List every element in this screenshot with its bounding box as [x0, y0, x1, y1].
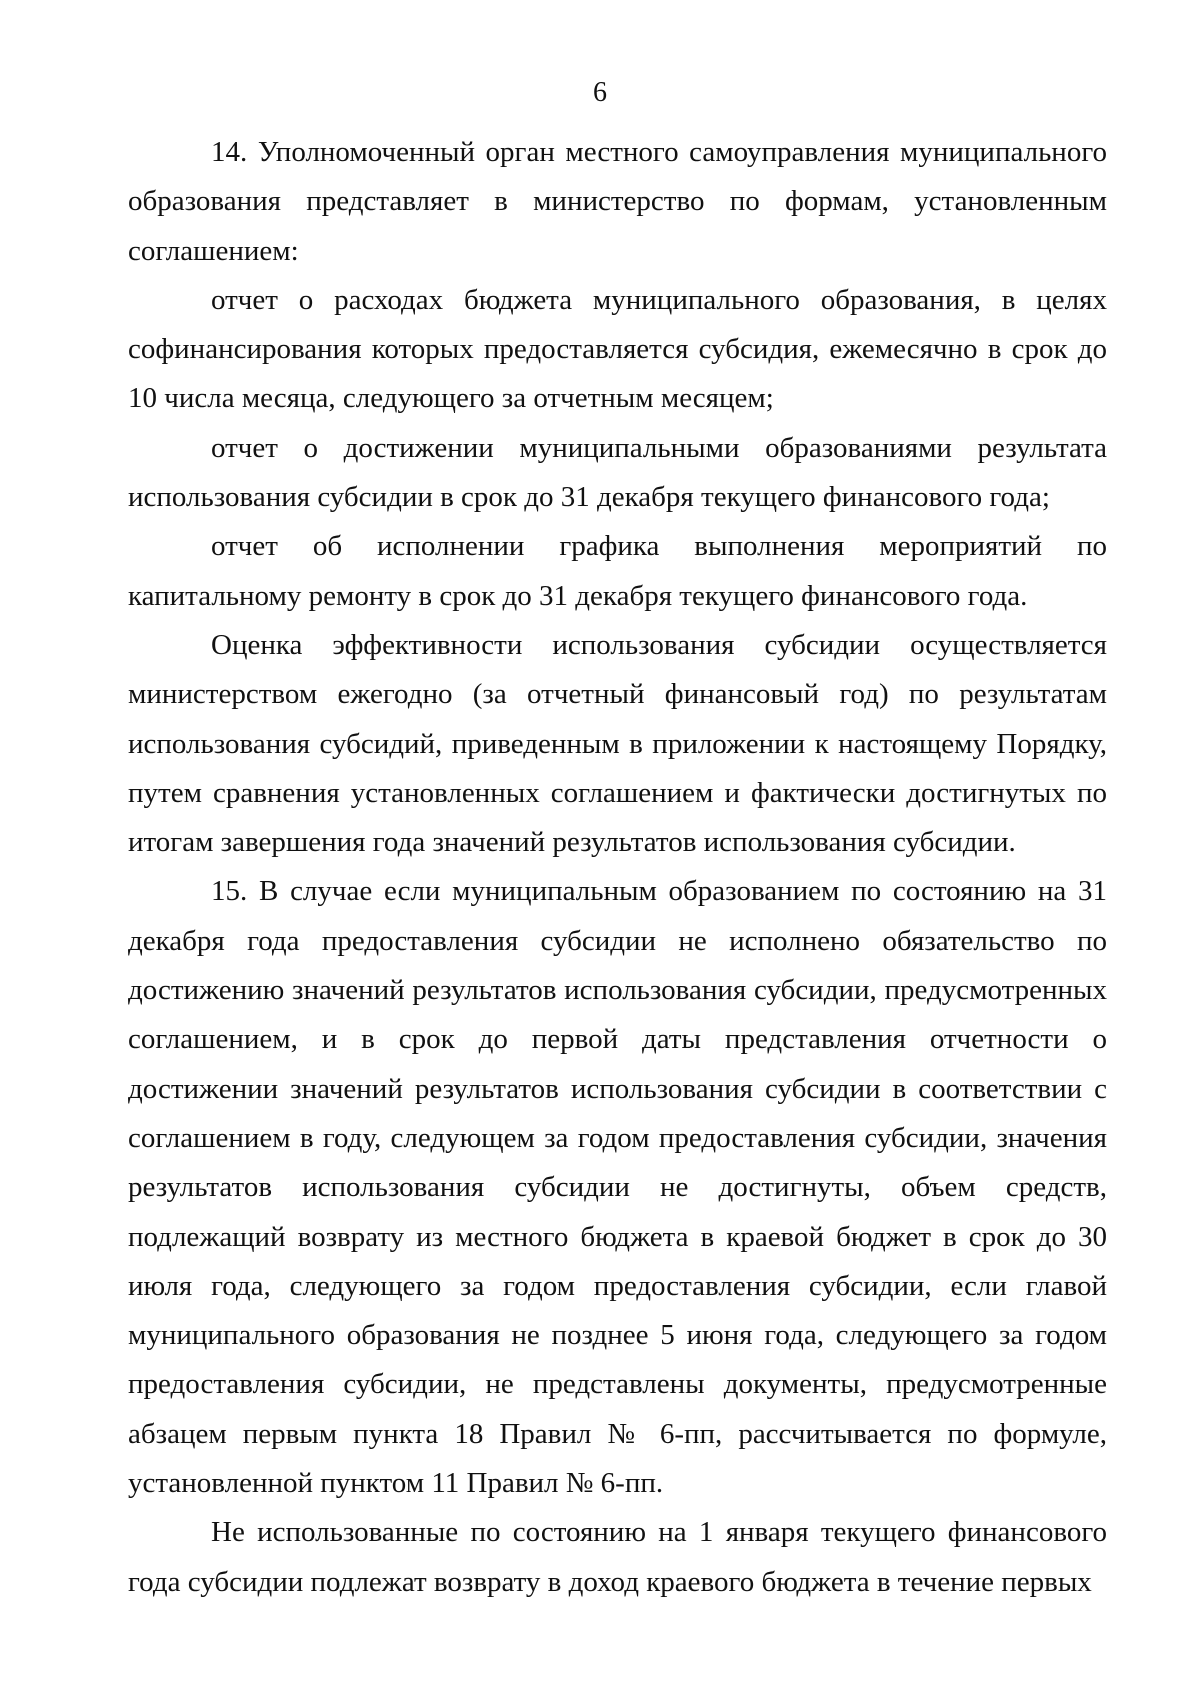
paragraph-result-report: отчет о достижении муниципальными образованиями результата использования субсидии в срок до 31 декабря текущего финансового года; — [128, 431, 1107, 514]
paragraph-unused-subsidies: Не использованные по состоянию на 1 января текущего финансового года субсидии подлежат возврату в доход краевого бюджета в течение первых — [128, 1516, 1107, 1598]
page-number: 6 — [593, 77, 607, 108]
paragraph-15-refund: 15. В случае если муниципальным образованием по состоянию на 31 декабря года предоставления субсидии не исполнено обязательство по достижению значений результатов использования субсидии, предусмотренных соглашением, и в срок до первой даты представления отчетности о достижении значений результатов использования субсидии в соответствии с соглашением в году, следующем за годом предоставления субсидии, значения результатов использования субсидии не достигнуты, объем средств, подлежащий возврату из местного бюджета в краевой бюджет в срок до 30 июля года, следующего за годом предоставления субсидии, если главой муниципального образования не позднее 5 июня года, следующего за годом предоставления субсидии, не представлены документы, предусмотренные абзацем первым пункта 18 Правил № 6-пп, рассчитывается по формуле, установленной пунктом 11 Правил № 6-пп. — [128, 875, 1107, 1500]
paragraph-schedule-report: отчет об исполнении графика выполнения мероприятий по капитальному ремонту в срок до 31 декабря текущего финансового года. — [128, 530, 1107, 612]
paragraph-efficiency-evaluation: Оценка эффективности использования субсидии осуществляется министерством ежегодно (за отчетный финансовый год) по результатам использования субсидий, приведенным в приложении к настоящему Порядку, путем сравнения установленных соглашением и фактически достигнутых по итогам завершения года значений результатов использования субсидии. — [128, 628, 1107, 859]
paragraph-expense-report: отчет о расходах бюджета муниципального образования, в целях софинансирования которых предоставляется субсидия, ежемесячно в срок до 10 числа месяца, следующего за отчетным месяцем; — [128, 283, 1107, 415]
paragraph-14-intro: 14. Уполномоченный орган местного самоуправления муниципального образования представляет в министерство по формам, установленным соглашением: — [128, 136, 1107, 267]
document-body — [128, 128, 1107, 1607]
